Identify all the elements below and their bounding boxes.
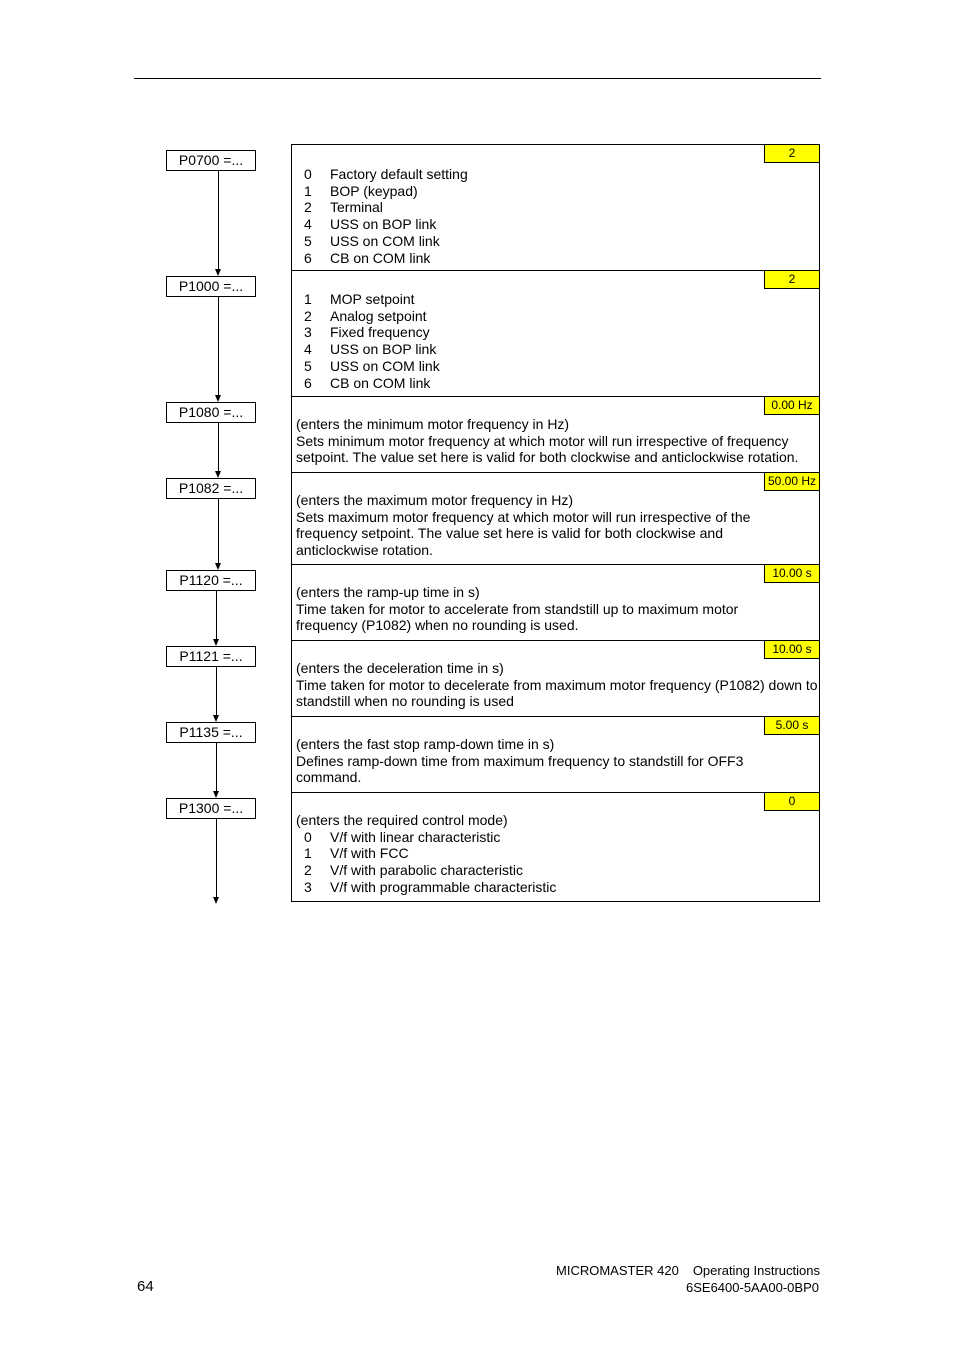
- footer-title: [556, 1263, 820, 1278]
- description-caption: (enters the minimum motor frequency in Hz): [296, 416, 570, 432]
- list-item: 1 BOP (keypad): [304, 182, 418, 199]
- description-caption: (enters the ramp-up time in s): [296, 584, 480, 600]
- flow-arrow-icon: [215, 395, 221, 402]
- param-panel-p1120: [291, 564, 820, 641]
- param-panel-p1300: [291, 792, 820, 902]
- default-value-badge: 5.00 s: [764, 716, 820, 735]
- flow-line: [218, 423, 219, 471]
- default-value-badge: 0: [764, 792, 820, 811]
- flow-arrow-icon: [213, 639, 219, 646]
- param-panel-p1121: [291, 640, 820, 717]
- document-type: Operating Instructions: [692, 1263, 820, 1278]
- list-item: 4 USS on BOP link: [304, 341, 437, 358]
- flow-arrow-icon: [215, 269, 221, 276]
- list-item: 6 CB on COM link: [304, 374, 431, 391]
- option-list: [296, 291, 817, 391]
- flow-arrow-icon: [213, 791, 219, 798]
- description: [296, 660, 819, 710]
- description-text: Sets minimum motor frequency at which motor will run irrespective of frequency setpoint. The value set here is valid for both clockwise and anticlockwise rotation.: [296, 432, 799, 466]
- param-panel-p1135: [291, 716, 820, 793]
- list-item: 1 V/f with FCC: [304, 845, 409, 862]
- list-item: 4 USS on BOP link: [304, 216, 437, 233]
- param-box-p1135: P1135 =...: [166, 722, 256, 743]
- description: [296, 736, 769, 786]
- description-text: Defines ramp-down time from maximum frequency to standstill for OFF3 command.: [296, 752, 744, 786]
- flow-line: [216, 819, 217, 897]
- flow-arrow-icon: [215, 563, 221, 570]
- description-text: Sets maximum motor frequency at which motor will run irrespective of the frequency setpoint. The value set here is valid for both clockwise and anticlockwise rotation.: [296, 508, 751, 559]
- header-rule: [134, 78, 821, 79]
- description: [296, 812, 817, 896]
- list-item: 5 USS on COM link: [304, 232, 440, 249]
- param-box-p1080: P1080 =...: [166, 402, 256, 423]
- flow-line: [216, 667, 217, 715]
- flow-arrow-icon: [215, 471, 221, 478]
- param-box-p1300: P1300 =...: [166, 798, 256, 819]
- default-value-badge: 2: [764, 144, 820, 163]
- flow-line: [216, 591, 217, 639]
- default-value-badge: 10.00 s: [764, 640, 820, 659]
- default-value-badge: 50.00 Hz: [764, 472, 820, 491]
- default-value-badge: 2: [764, 270, 820, 289]
- param-box-p1121: P1121 =...: [166, 646, 256, 667]
- list-item: 6 CB on COM link: [304, 249, 431, 266]
- list-item: 3 Fixed frequency: [304, 324, 430, 341]
- list-item: 3 V/f with programmable characteristic: [304, 878, 557, 895]
- flow-line: [218, 297, 219, 395]
- description-caption: (enters the maximum motor frequency in Hz): [296, 492, 573, 508]
- description: [296, 492, 769, 559]
- list-item: 2 Analog setpoint: [304, 307, 427, 324]
- list-item: 5 USS on COM link: [304, 357, 440, 374]
- description: [296, 416, 817, 466]
- order-number: 6SE6400-5AA00-0BP0: [686, 1280, 819, 1295]
- param-panel-p0700: [291, 144, 820, 271]
- page-number: 64: [137, 1278, 154, 1295]
- description-caption: (enters the fast stop ramp-down time in s): [296, 736, 555, 752]
- description: [296, 584, 759, 634]
- param-box-p1082: P1082 =...: [166, 478, 256, 499]
- param-panel-p1082: [291, 472, 820, 565]
- param-box-p1120: P1120 =...: [166, 570, 256, 591]
- description-text: Time taken for motor to accelerate from standstill up to maximum motor frequency (P1082) when no rounding is used.: [296, 600, 739, 634]
- default-value-badge: 10.00 s: [764, 564, 820, 583]
- flow-line: [218, 499, 219, 563]
- flow-line: [218, 171, 219, 269]
- product-name: MICROMASTER 420: [556, 1263, 679, 1278]
- default-value-badge: 0.00 Hz: [764, 396, 820, 415]
- param-panel-p1080: [291, 396, 820, 473]
- list-item: 2 V/f with parabolic characteristic: [304, 862, 523, 879]
- description-text: Time taken for motor to decelerate from maximum motor frequency (P1082) down to standstill when no rounding is used: [296, 676, 818, 710]
- param-box-p0700: P0700 =...: [166, 150, 256, 171]
- param-panel-p1000: [291, 270, 820, 397]
- list-item: 2 Terminal: [304, 199, 383, 216]
- option-list: [296, 166, 817, 266]
- description-caption: (enters the deceleration time in s): [296, 660, 504, 676]
- flow-line: [216, 743, 217, 791]
- list-item: 1 MOP setpoint: [304, 291, 415, 307]
- flow-arrow-icon: [213, 897, 219, 904]
- param-box-p1000: P1000 =...: [166, 276, 256, 297]
- description-caption: (enters the required control mode): [296, 812, 508, 828]
- flow-arrow-icon: [213, 715, 219, 722]
- list-item: 0 V/f with linear characteristic: [304, 828, 501, 845]
- list-item: 0 Factory default setting: [304, 166, 468, 182]
